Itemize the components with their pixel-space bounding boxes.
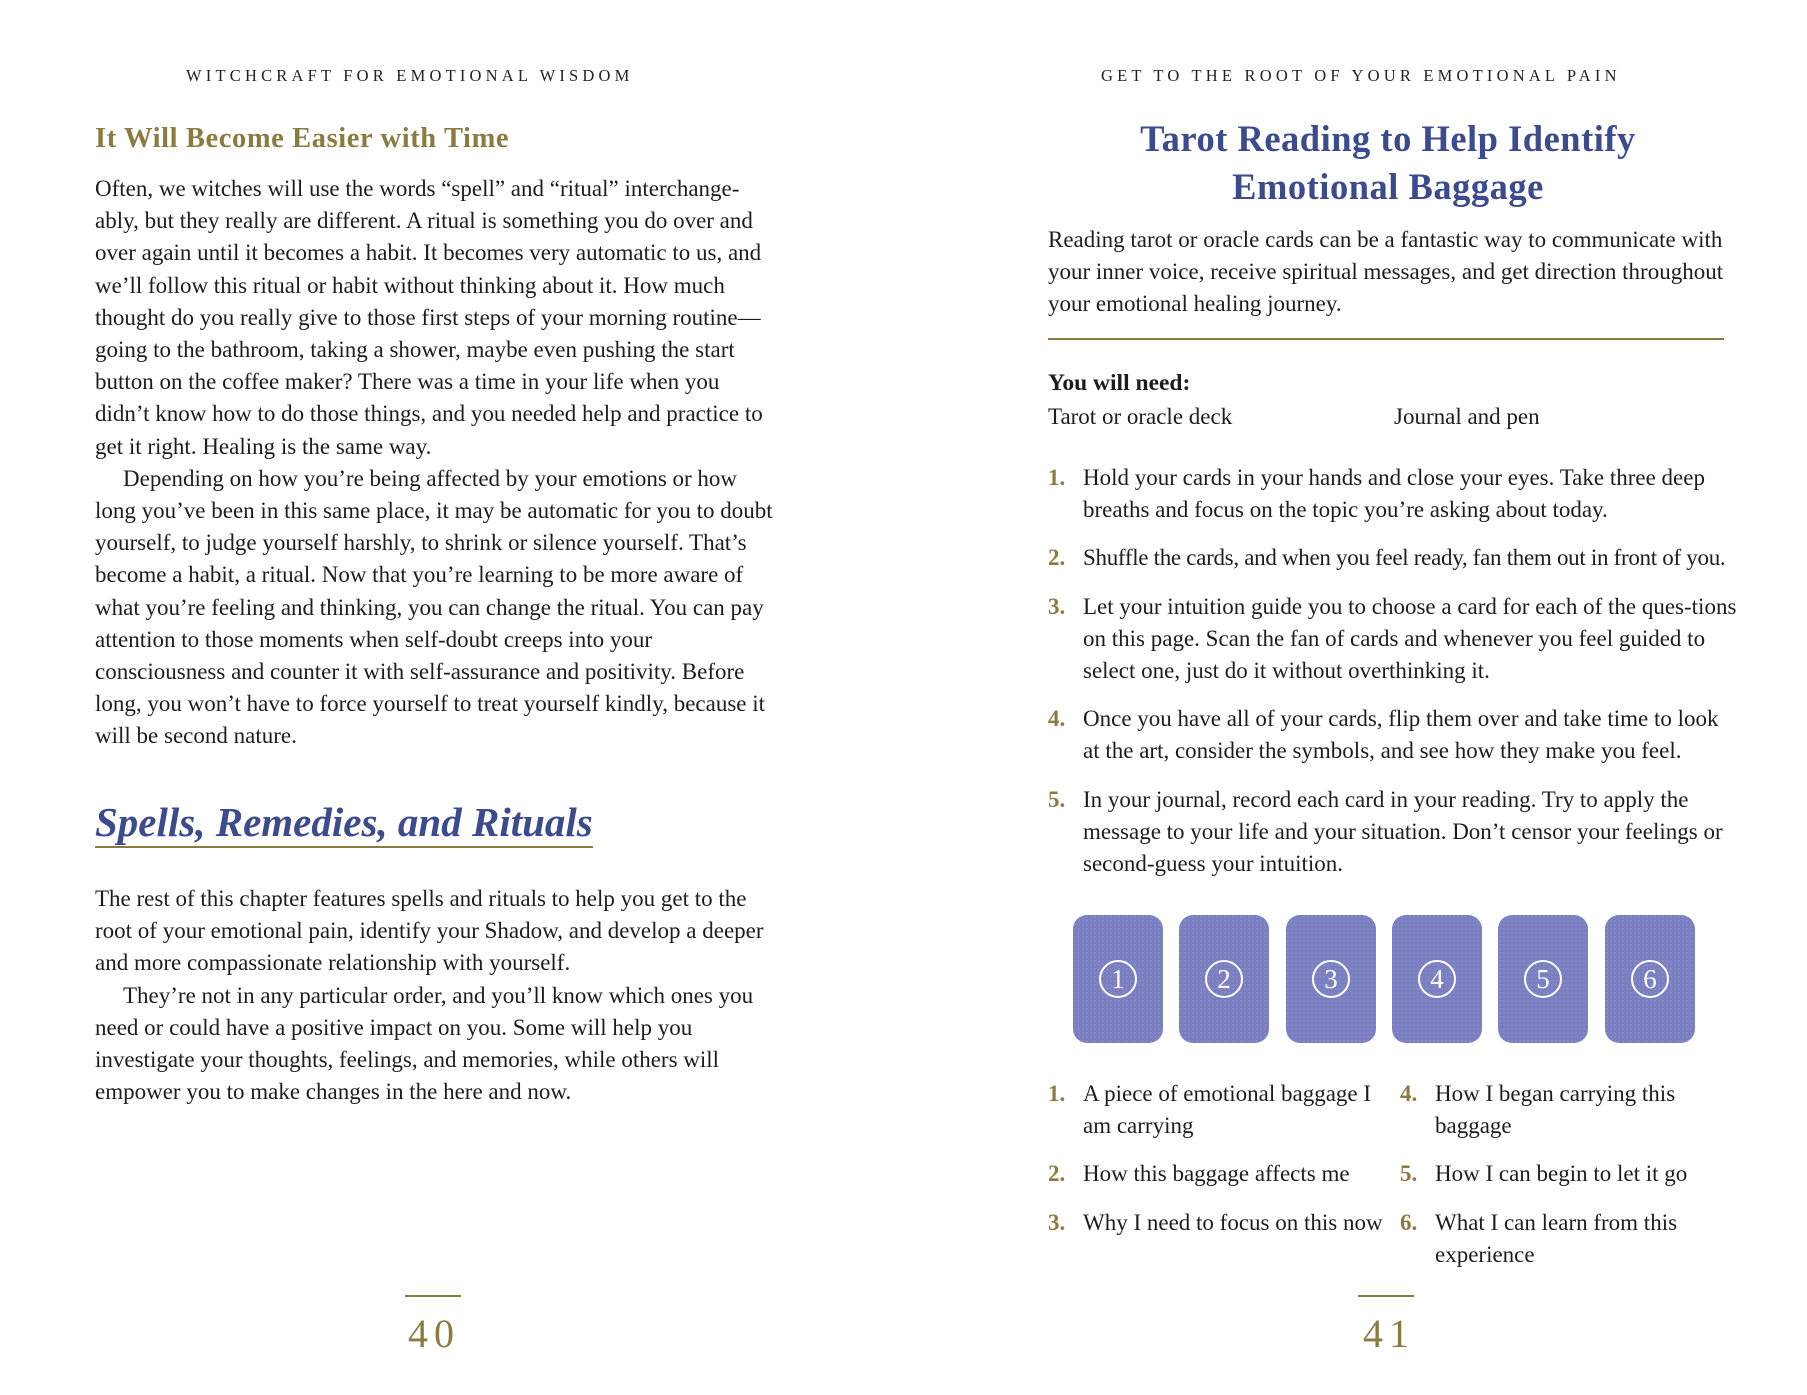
running-head-left: WITCHCRAFT FOR EMOTIONAL WISDOM [186, 66, 634, 85]
card-number: 4 [1418, 960, 1456, 998]
paragraph: They’re not in any particular order, and you’ll know which ones you need or could have a positive impact on you. Some will help you investigate your thoughts, feelings, and memories, while others will empower you to make changes in the here and now. [95, 982, 754, 1105]
intro-paragraph [1048, 224, 1728, 321]
question-item [1400, 1078, 1735, 1142]
intro-text: Reading tarot or oracle cards can be a fantastic way to communicate with your inner voice, receive spiritual messages, and get direction throughout your emotional healing journey. [1048, 227, 1724, 317]
tarot-card-spread [1073, 915, 1703, 1045]
question-list-right [1400, 1078, 1735, 1287]
question-item [1048, 1158, 1383, 1190]
step-text: Shuffle the cards, and when you feel ready, fan them out in front of you. [1083, 545, 1726, 571]
page-number-rule [405, 1295, 461, 1297]
paragraph: Often, we witches will use the words “spell” and “ritual” interchange-ably, but they really are different. A ritual is something you do over and over again until it becomes a habit. It becomes very automatic to us, and we’ll follow this ritual or habit without thinking about it. How much thought do you really give to those first steps of your morning routine—going to the bathroom, taking a shower, maybe even pushing the start button on the coffee maker? There was a time in your life when you didn’t know how to do those things, and you needed help and practice to get it right. Healing is the same way. [95, 176, 763, 459]
question-item [1400, 1158, 1735, 1190]
question-text: A piece of emotional baggage I am carrying [1083, 1081, 1372, 1139]
step-item [1048, 542, 1738, 574]
question-number: 3. [1048, 1209, 1066, 1235]
step-text: Let your intuition guide you to choose a card for each of the ques-tions on this page. Scan the fan of cards and whenever you feel guided to select one, just do it without overthinking it. [1083, 593, 1737, 684]
question-item [1048, 1207, 1383, 1239]
paragraph: Depending on how you’re being affected by your emotions or how long you’ve been in this same place, it may be automatic for you to doubt yourself, to judge yourself harshly, to shrink or silence yourself. That’s become a habit, a ritual. Now that you’re learning to be more aware of what you’re feeling and thinking, you can change the ritual. You can pay attention to those moments when self-doubt creeps into your consciousness and counter it with self-assurance and positivity. Before long, you won’t have to force yourself to treat yourself kindly, because it will be second nature. [95, 465, 773, 749]
need-item: Tarot or oracle deck [1048, 404, 1233, 429]
question-text: How this baggage affects me [1083, 1161, 1350, 1187]
you-will-need-label: You will need: [1048, 370, 1191, 396]
paragraph: The rest of this chapter features spells and rituals to help you get to the root of your emotional pain, identify your Shadow, and develop a deeper and more compassionate relationship with yourself. [95, 886, 764, 976]
step-number: 4. [1048, 706, 1066, 732]
page-number-rule [1358, 1295, 1414, 1297]
page-title [998, 115, 1778, 211]
question-text: Why I need to focus on this now [1083, 1209, 1383, 1235]
step-text: Hold your cards in your hands and close your eyes. Take three deep breaths and focus on the topic you’re asking about today. [1083, 465, 1705, 523]
page-number: 40 [408, 1311, 460, 1356]
step-number: 3. [1048, 593, 1066, 619]
step-text: In your journal, record each card in your reading. Try to apply the message to your life and your situation. Don’t censor your feelings or second-guess your intuition. [1083, 786, 1723, 877]
step-number: 5. [1048, 786, 1066, 812]
question-text: What I can learn from this experience [1435, 1209, 1678, 1267]
body-text-block [95, 883, 775, 1108]
step-number: 2. [1048, 545, 1066, 571]
card-number: 5 [1524, 960, 1562, 998]
step-text: Once you have all of your cards, flip them over and take time to look at the art, consider the symbols, and see how they make you feel. [1083, 706, 1719, 764]
step-number: 1. [1048, 465, 1066, 490]
card-number: 1 [1099, 960, 1137, 998]
page-number: 41 [1363, 1311, 1415, 1356]
title-line-2: Emotional Baggage [1232, 166, 1544, 207]
tarot-card [1605, 915, 1695, 1043]
question-number: 1. [1048, 1081, 1066, 1106]
step-item [1048, 784, 1738, 881]
question-item [1048, 1078, 1383, 1142]
tarot-card [1392, 915, 1482, 1043]
step-item [1048, 591, 1738, 688]
question-number: 2. [1048, 1161, 1066, 1187]
question-number: 5. [1400, 1161, 1418, 1187]
card-number: 2 [1205, 960, 1243, 998]
question-item [1400, 1207, 1735, 1271]
tarot-card [1073, 915, 1163, 1043]
running-head-right: GET TO THE ROOT OF YOUR EMOTIONAL PAIN [1101, 66, 1621, 85]
need-item: Journal and pen [1394, 404, 1540, 429]
tarot-card [1286, 915, 1376, 1043]
question-number: 4. [1400, 1081, 1418, 1106]
section-heading: It Will Become Easier with Time [95, 123, 510, 154]
tarot-card [1498, 915, 1588, 1043]
right-page [903, 0, 1807, 1395]
question-text: How I can begin to let it go [1435, 1161, 1688, 1187]
step-item [1048, 703, 1738, 767]
left-page [0, 0, 900, 1395]
step-item [1048, 462, 1738, 526]
title-line-1: Tarot Reading to Help Identify [1140, 118, 1636, 159]
card-number: 3 [1312, 960, 1350, 998]
question-text: How I began carrying this baggage [1435, 1081, 1676, 1139]
tarot-card [1179, 915, 1269, 1043]
steps-list [1048, 462, 1738, 896]
question-list-left [1048, 1078, 1383, 1255]
chapter-section-title: Spells, Remedies, and Rituals [95, 800, 593, 848]
divider-rule [1048, 338, 1724, 340]
question-number: 6. [1400, 1209, 1418, 1235]
card-number: 6 [1631, 960, 1669, 998]
body-text-block [95, 173, 775, 753]
